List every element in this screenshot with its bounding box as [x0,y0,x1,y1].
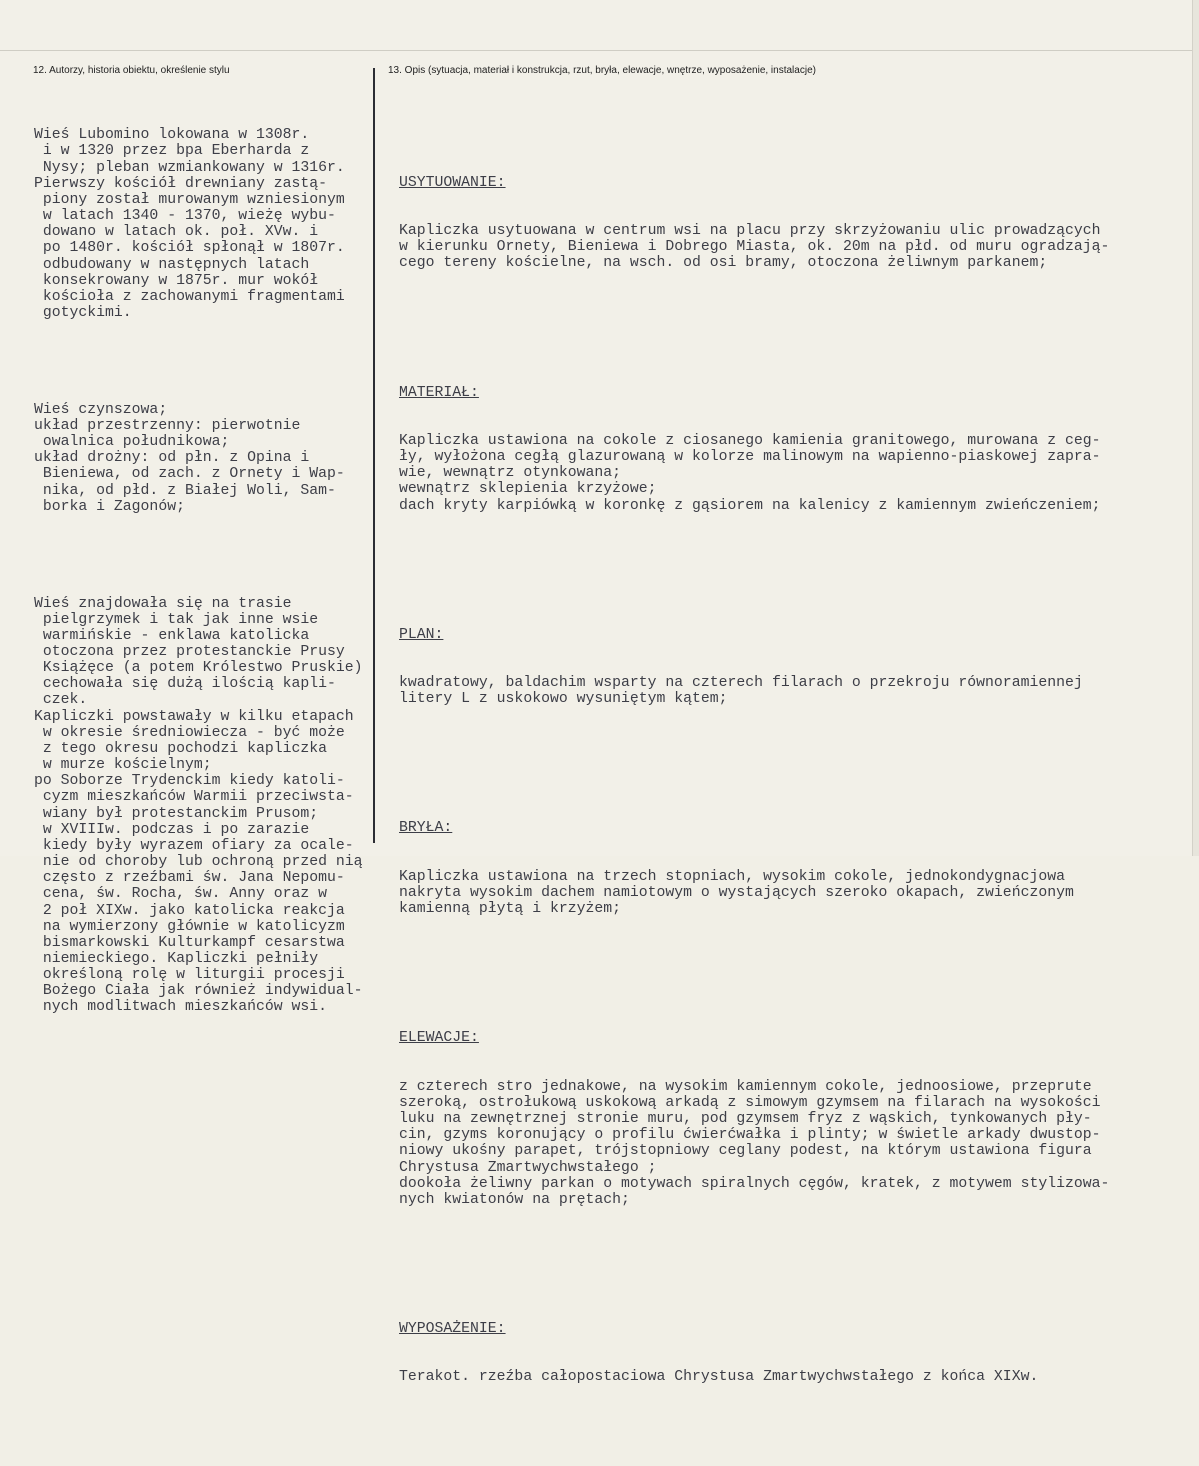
section-elevations [399,998,1109,1240]
column-divider [373,68,375,843]
description-column [399,110,1109,1466]
section-body-massing: Kapliczka ustawiona na trzech stopniach, wysokim cokole, jednokondygnacjowa nakryta wysokim dachem namiotowym o wystających szeroko okapach, zwieńczonym kamienną płytą i krzyżem; [399,868,1074,918]
section-material [399,352,1109,546]
section-body-material: Kapliczka ustawiona na cokole z ciosanego kamienia granitowego, murowana z ceg- ły, wyłożona cegłą glazurowaną w kolorze malinowym na wapienno-piaskowej zapra- wie, wewnątrz otynkowana; wewnątrz sklepienia krzyżowe; dach kryty karpiówką w koronkę z gąsiorem na kalenicy z kamiennym zwieńczeniem; [399,432,1101,514]
section-body-location: Kapliczka usytuowana w centrum wsi na placu przy skrzyżowaniu ulic prowadzących w kierunku Ornety, Bieniewa i Dobrego Miasta, ok. 20m na płd. od muru ogradzają- cego tereny kościelne, na wsch. od osi bramy, otoczona żeliwnym parkanem; [399,223,1110,272]
section-massing [399,788,1109,950]
section-title-elevations: ELEWACJE: [399,1030,479,1047]
section-title-plan: PLAN: [399,626,444,643]
section-location [399,142,1109,304]
section-title-massing: BRYŁA: [399,820,453,837]
section-title-material: MATERIAŁ: [399,384,479,401]
history-paragraph-3: Wieś znajdowała się na trasie pielgrzymek i tak jak inne wsie warmińskie - enklawa katolicka otoczona przez protestanckie Prusy Książęce (a potem Królestwo Pruskie) cechowała się dużą ilością kapli- czek. Kapliczki powstawały w kilku etapach w okresie średniowiecza - być może z tego okresu pochodzi kapliczka w murze kościelnym; po Soborze Trydenckim kiedy katoli- cyzm mieszkańców Warmii przeciwsta- wiany był protestanckim Prusom; w XVIIIw. podczas i po zarazie kiedy były wyrazem ofiary za ocale- nie od choroby lub ochroną przed nią często z rzeźbami św. Jana Nepomu- cena, św. Rocha, św. Anny oraz w 2 poł XIXw. jako katolicka reakcja na wymierzony głównie w katolicyzm bismarkowski Kulturkampf cesarstwa niemieckiego. Kapliczki pełniły określoną rolę w liturgii procesji Bożego Ciała jak również indywidual- nych modlitwach mieszkańców wsi. [34,595,363,1016]
section-body-plan: kwadratowy, baldachim wsparty na czterech filarach o przekroju równoramiennej litery L z uskokowo wysuniętym kątem; [399,675,1083,708]
history-column [34,95,363,1048]
section-title-location: USYTUOWANIE: [399,174,506,191]
top-rule [0,50,1199,51]
history-paragraph-1: Wieś Lubomino lokowana w 1308r. i w 1320 przez bpa Eberharda z Nysy; pleban wzmiankowany w 1316r. Pierwszy kościół drewniany zastą- piony został murowanym wzniesionym w latach 1340 - 1370, wieżę wybu- dowano w latach ok. poł. XVw. i po 1480r. kościół spłonął w 1807r. odbudowany w następnych latach konsekrowany w 1875r. mur wokół kościoła z zachowanymi fragmentami gotyckimi. [34,127,345,322]
header-section-12: 12. Autorzy, historia obiektu, określenie stylu [33,65,230,76]
history-paragraph-2: Wieś czynszowa; układ przestrzenny: pierwotnie owalnica południkowa; układ drożny: od płn. z Opina i Bieniewa, od zach. z Ornety i Wap- nika, od płd. z Białej Woli, Sam- borka i Zagonów; [34,401,345,515]
section-furnishings [399,1289,1109,1418]
section-title-furnishings: WYPOSAŻENIE: [399,1320,506,1337]
page-edge [1192,0,1199,856]
header-section-13: 13. Opis (sytuacja, materiał i konstrukcja, rzut, bryła, elewacje, wnętrze, wyposażenie, instalacje) [388,65,816,76]
section-body-furnishings: Terakot. rzeźba całopostaciowa Chrystusa Zmartwychwstałego z końca XIXw. [399,1369,1039,1386]
section-body-elevations: z czterech stro jednakowe, na wysokim kamiennym cokole, jednoosiowe, przeprute szeroką, ostrołukową uskokową arkadą z simowym gzymsem na filarach na wysokości luku na zewnętrznej stronie muru, pod gzymsem fryz z wąskich, tynkowanych pły- cin, gzyms koronujący o profilu ćwierćwałka i plinty; w świetle arkady dwustop- niowy ukośny parapet, trójstopniowy ceglany podest, na którym ustawiona figura Chrystusa Zmartwychwstałego ; dookoła żeliwny parkan o motywach spiralnych cęgów, kratek, z motywem stylizowa- nych kwiatonów na prętach; [399,1078,1110,1208]
section-plan [399,594,1109,739]
